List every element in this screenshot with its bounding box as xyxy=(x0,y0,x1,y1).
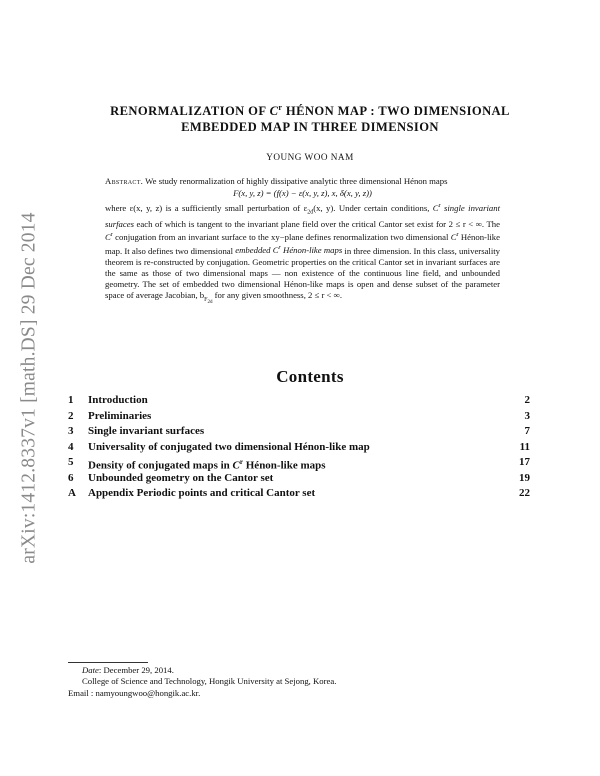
toc-entry-universality[interactable] xyxy=(68,440,530,456)
toc-entry-density[interactable] xyxy=(68,455,530,471)
toc-number: A xyxy=(68,487,76,499)
abstract-emph-embedded-maps: embedded $C^r$ Hénon-like maps xyxy=(235,245,343,256)
toc-page: 3 xyxy=(524,409,530,422)
toc-page: 22 xyxy=(519,487,530,499)
paper-title xyxy=(60,100,560,135)
table-of-contents xyxy=(68,393,530,502)
toc-entry-introduction[interactable] xyxy=(68,393,530,409)
footnote-email: Email : namyoungwoo@hongik.ac.kr. xyxy=(68,687,201,698)
footnote-date: Date: December 29, 2014. xyxy=(82,665,174,675)
toc-entry-appendix[interactable] xyxy=(68,486,530,502)
footnotes xyxy=(68,665,528,699)
toc-label: Density of conjugated maps in $C^r$ Hénon-like maps xyxy=(88,458,326,472)
toc-label: Single invariant surfaces xyxy=(88,425,205,437)
toc-label: Appendix Periodic points and critical Cantor set xyxy=(88,487,316,499)
footnote-affiliation: College of Science and Technology, Hongik University at Sejong, Korea. xyxy=(82,676,337,687)
abstract-intro: We study renormalization of highly dissipative analytic three dimensional Hénon maps xyxy=(145,176,448,186)
abstract: Abstract. We study renormalization of highly dissipative analytic three dimensional Hénon maps F(x, y, z) = (f(x) − ε(x, y, z), x, δ(x, y, z)) where ε(x, y, z) is a sufficiently small perturbation of $\varepsilon_{2d}(x$, y). Under certain conditions, $C^r$ single invariant surfaces each of which is tangent to the invariant plane field over the critical Cantor set exist for 2 ≤ r < ∞. The $C^r$ conjugation from an invariant surface to the xy−plane defines renormalization two dimensional $C^r$ Hénon-like map. It also defines two dimensional embedded $C^r$ Hénon-like maps in three dimension. In this class, universality theorem is re-constructed by conjugation. Geometric properties on the critical Cantor set in invariant surfaces are the same as those of two dimensional maps — non existence of the continuous line field, and unbounded geometry. The set of embedded two dimensional Hénon-like maps is open and dense subset of the parameter space of average Jacobian, $b_{F_{2d}}$ for any given smoothness, 2 ≤ r < ∞. xyxy=(105,176,501,306)
title-line-1: RENORMALIZATION OF $C^r$ HÉNON MAP : TWO DIMENSIONAL xyxy=(110,103,510,119)
abstract-emph-single-invariant-surfaces: single invariant surfaces xyxy=(105,203,501,230)
toc-page: 19 xyxy=(519,471,530,484)
arxiv-identifier-text: arXiv:1412.8337v1 [math.DS] 29 Dec 2014 xyxy=(19,212,41,564)
toc-number: 2 xyxy=(68,409,74,422)
abstract-equation: F(x, y, z) = (f(x) − ε(x, y, z), x, δ(x, y, z)) xyxy=(233,188,372,199)
toc-label: Introduction xyxy=(88,394,148,406)
toc-page: 17 xyxy=(519,456,530,468)
arxiv-identifier-stamp xyxy=(12,0,48,776)
toc-label: Preliminaries xyxy=(88,409,152,422)
author-name: YOUNG WOO NAM xyxy=(266,152,354,162)
toc-entry-unbounded-geometry[interactable] xyxy=(68,471,530,487)
toc-number: 1 xyxy=(68,394,74,406)
toc-number: 4 xyxy=(68,440,74,453)
toc-page: 7 xyxy=(524,425,530,437)
toc-page: 11 xyxy=(519,440,530,453)
toc-entry-preliminaries[interactable] xyxy=(68,409,530,425)
toc-number: 3 xyxy=(68,425,74,437)
toc-number: 6 xyxy=(68,471,74,484)
toc-page: 2 xyxy=(524,394,530,406)
abstract-heading: Abstract. xyxy=(105,176,144,186)
toc-number: 5 xyxy=(68,456,74,468)
footnote-rule xyxy=(68,662,148,663)
toc-entry-single-invariant-surfaces[interactable] xyxy=(68,424,530,440)
contents-heading: Contents xyxy=(276,367,344,386)
title-line-2: EMBEDDED MAP IN THREE DIMENSION xyxy=(181,120,439,135)
toc-label: Universality of conjugated two dimensional Hénon-like map xyxy=(88,440,370,453)
toc-label: Unbounded geometry on the Cantor set xyxy=(88,471,274,484)
